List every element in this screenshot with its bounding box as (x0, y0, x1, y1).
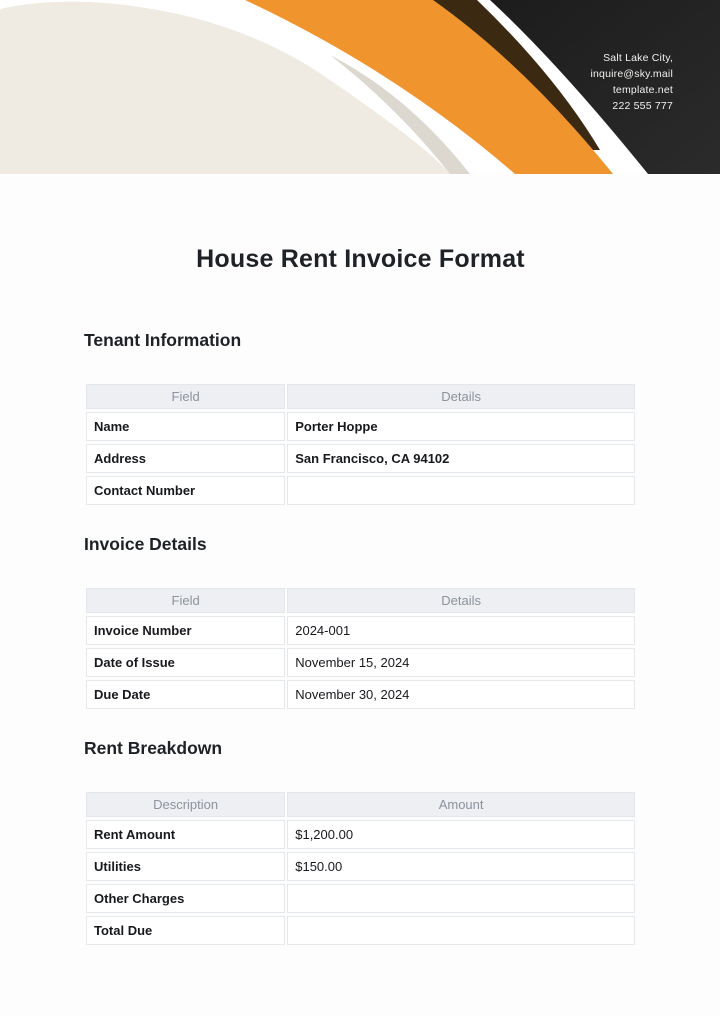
table-row (86, 916, 635, 945)
value-cell (287, 884, 635, 913)
field-cell: Invoice Number (86, 616, 285, 645)
section-heading-rent-breakdown: Rent Breakdown (84, 738, 223, 758)
table-row (86, 412, 635, 441)
table-header-cell: Field (86, 384, 285, 409)
table-row (86, 476, 635, 505)
table-row (86, 820, 635, 849)
document-body (0, 245, 720, 948)
contact-info (590, 50, 673, 114)
table-row (86, 444, 635, 473)
table-row (86, 680, 635, 709)
field-cell: Name (86, 412, 285, 441)
table-header-row (86, 588, 635, 613)
document-title: House Rent Invoice Format (196, 245, 525, 273)
section-heading-tenant-information: Tenant Information (84, 330, 242, 350)
field-cell: Contact Number (86, 476, 285, 505)
value-cell: November 15, 2024 (287, 648, 635, 677)
contact-city: Salt Lake City, (603, 52, 673, 64)
value-cell: Porter Hoppe (287, 412, 635, 441)
contact-website: template.net (612, 84, 673, 96)
table-header-cell: Field (86, 588, 285, 613)
value-cell: 2024-001 (287, 616, 635, 645)
table-header-row (86, 384, 635, 409)
field-cell: Other Charges (86, 884, 285, 913)
table-row (86, 852, 635, 881)
field-cell: Utilities (86, 852, 285, 881)
invoice-details-table (84, 585, 637, 712)
table-row (86, 884, 635, 913)
table-header-cell: Amount (287, 792, 635, 817)
tenant-information-table (84, 381, 637, 508)
contact-phone: 222 555 777 (612, 100, 673, 112)
field-cell: Date of Issue (86, 648, 285, 677)
field-cell: Rent Amount (86, 820, 285, 849)
value-cell (287, 476, 635, 505)
field-cell: Due Date (86, 680, 285, 709)
value-cell: November 30, 2024 (287, 680, 635, 709)
contact-email: inquire@sky.mail (590, 68, 673, 80)
table-header-cell: Details (287, 588, 635, 613)
table-row (86, 616, 635, 645)
section-heading-invoice-details: Invoice Details (84, 534, 207, 554)
table-header-cell: Details (287, 384, 635, 409)
value-cell: San Francisco, CA 94102 (287, 444, 635, 473)
field-cell: Address (86, 444, 285, 473)
value-cell: $1,200.00 (287, 820, 635, 849)
table-header-row (86, 792, 635, 817)
table-header-cell: Description (86, 792, 285, 817)
value-cell: $150.00 (287, 852, 635, 881)
field-cell: Total Due (86, 916, 285, 945)
rent-breakdown-table (84, 789, 637, 948)
header-graphic (0, 0, 720, 175)
table-row (86, 648, 635, 677)
value-cell (287, 916, 635, 945)
